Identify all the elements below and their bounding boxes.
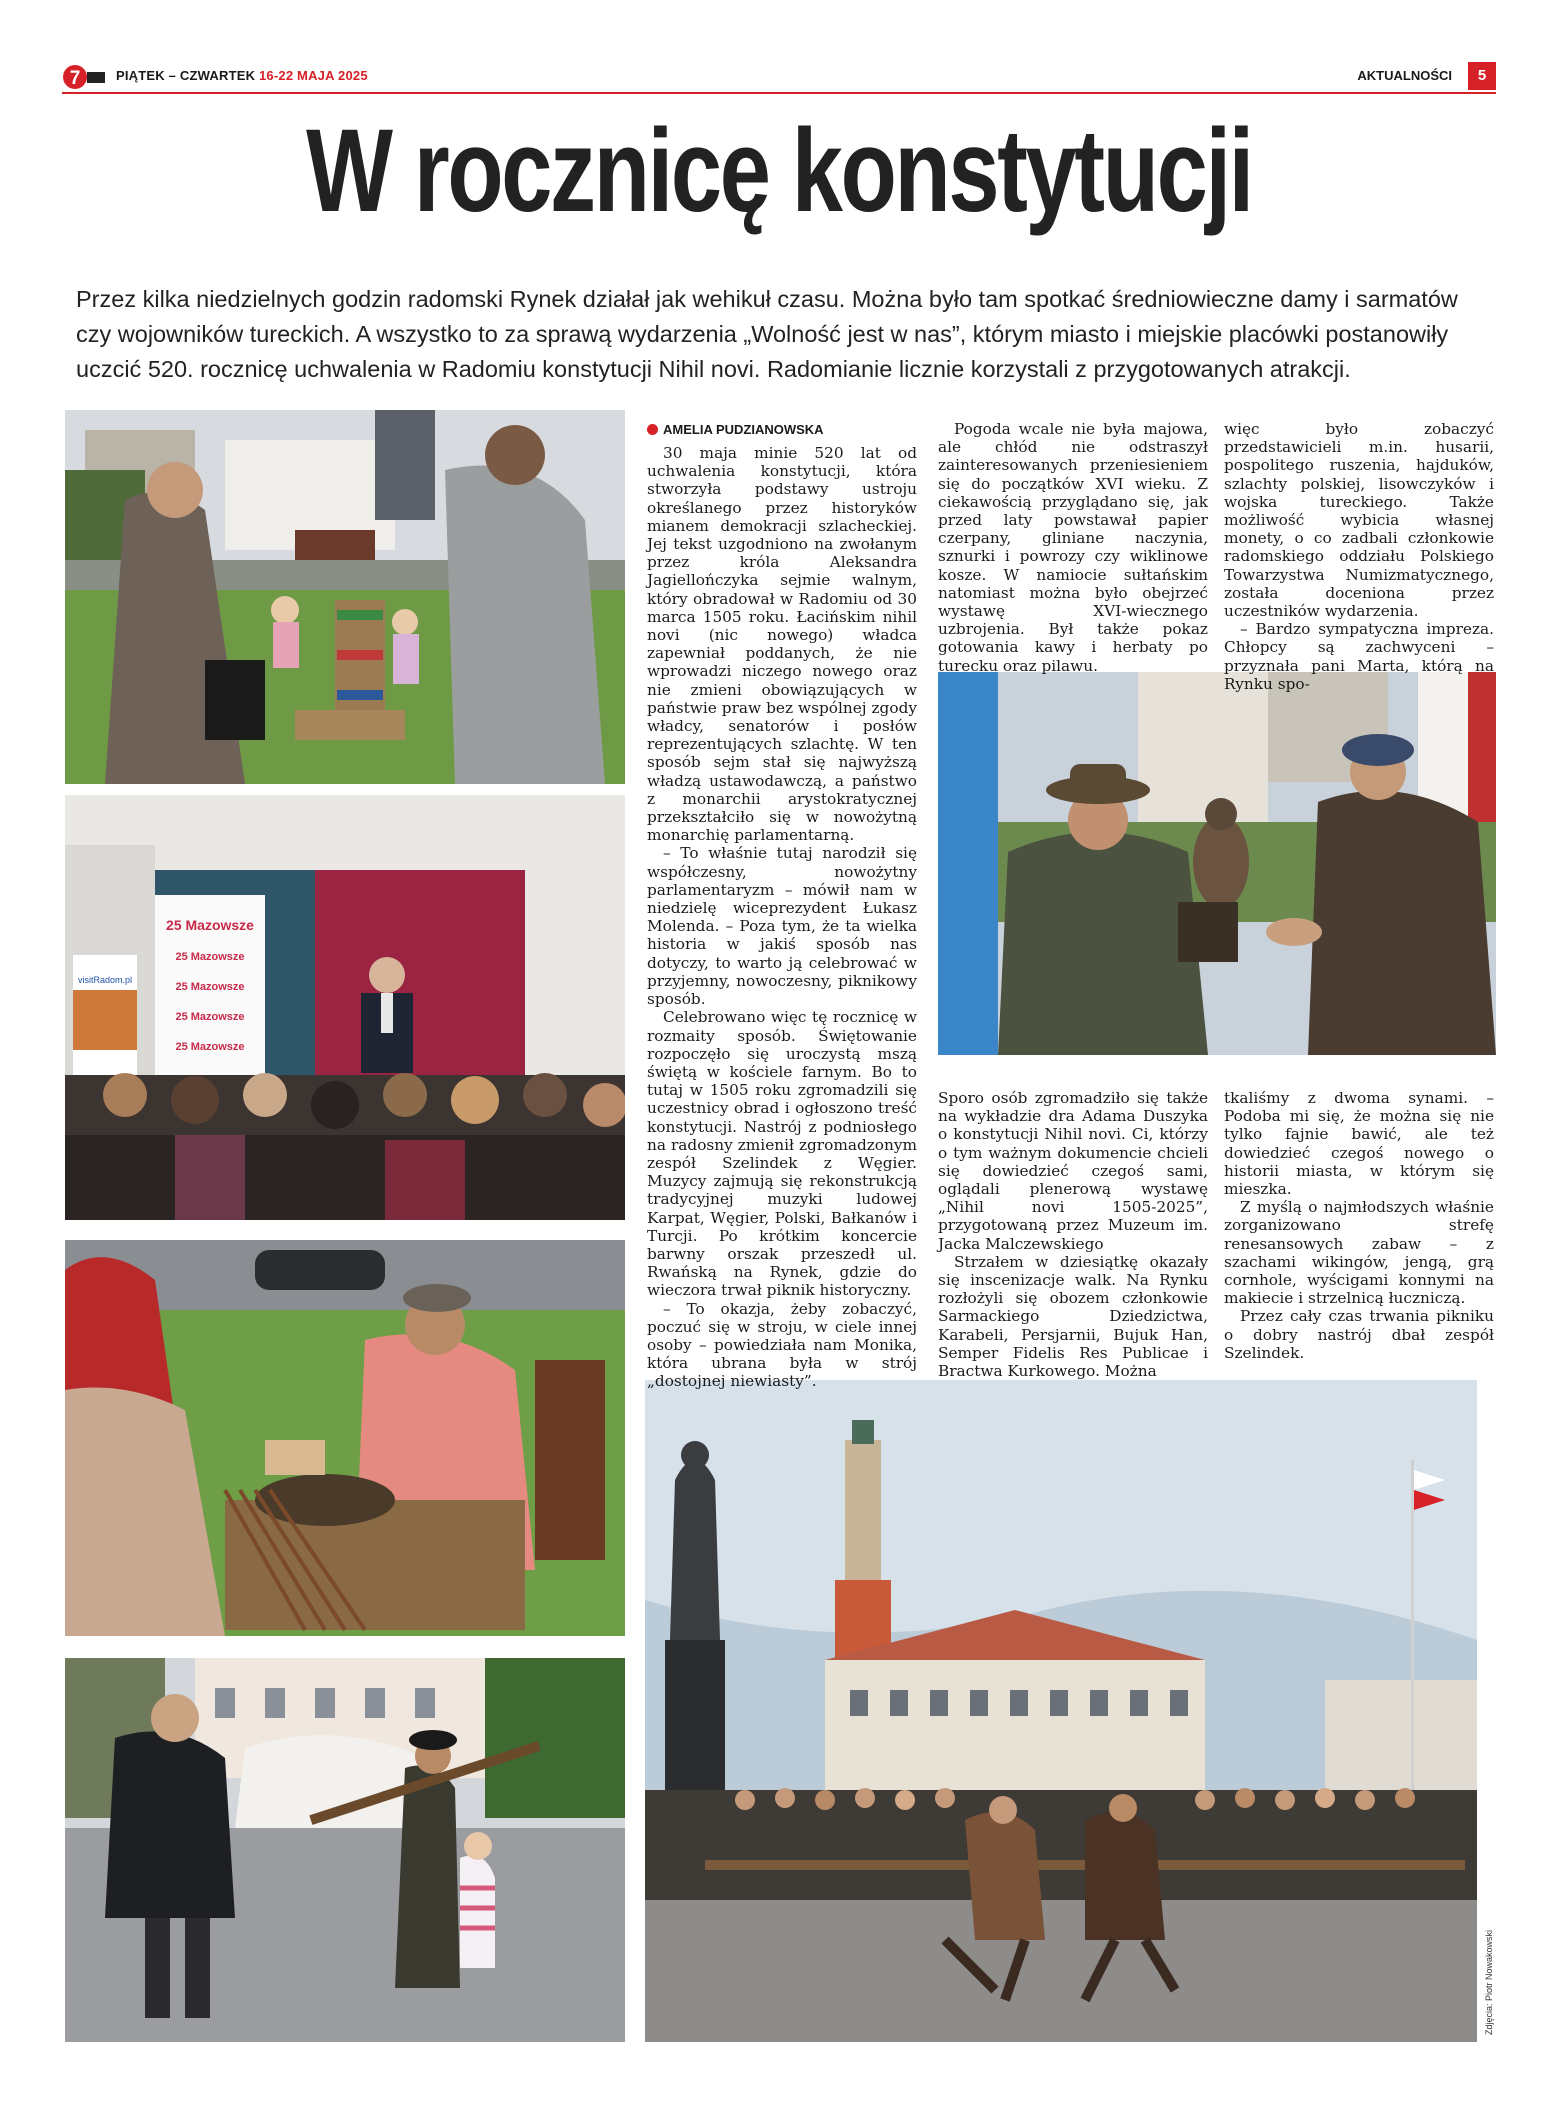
photo-credit-text: Zdjęcia: Piotr Nowakowski: [1484, 1929, 1494, 2035]
bullet-icon: [647, 424, 658, 435]
paragraph: – To właśnie tutaj narodził się współczesny, nowożytny parlamentaryzm – mówił nam w niedzielę wiceprezydent Łukasz Molenda. – Poza tym, że ta wielka historia w jakiś sposób nas dotyczy, to warto ją celebrować w przyjemny, nowoczesny, piknikowy sposób.: [647, 844, 917, 1009]
date-range: 16-22 MAJA 2025: [259, 68, 368, 83]
paragraph: Przez cały czas trwania pikniku o dobry nastrój dbał zespół Szelindek.: [1224, 1307, 1494, 1362]
newspaper-logo: [62, 64, 106, 90]
photo-wicker-craftsman: [65, 1240, 625, 1636]
page-header: [62, 62, 1496, 94]
article-column-2-top: [938, 420, 1208, 675]
photo-credit: [1484, 1929, 1498, 2035]
logo-text: 7: [69, 68, 81, 89]
photo-musketeer-child: [65, 1658, 625, 2042]
visit-radom-text: visitRadom.pl: [77, 975, 133, 985]
page-number: 5: [1468, 62, 1496, 90]
article-column-3-top: [1224, 420, 1494, 693]
photo-falconer: [938, 672, 1496, 1055]
author-name: AMELIA PUDZIANOWSKA: [663, 422, 824, 437]
article-column-1: [647, 444, 917, 1391]
paragraph: – To okazja, żeby zobaczyć, poczuć się w stroju, w ciele innej osoby – powiedziała nam Monika, która ubrana była w strój „dostojnej niewiasty”.: [647, 1299, 917, 1391]
article-lead: Przez kilka niedzielnych godzin radomski Rynek działał jak wehikuł czasu. Można było tam spotkać średniowieczne damy i sarmatów czy wojowników tureckich. A wszystko to za sprawą wydarzenia „Wolność jest w nas”, którym miasto i miejskie placówki postanowiły uczcić 520. rocznicę uchwalenia w Radomiu konstytucji Nihil novi. Radomianie licznie korzystali z przygotowanych atrakcji.: [76, 286, 1458, 382]
paragraph: Sporo osób zgromadziło się także na wykładzie dra Adama Duszyka o konstytucji Nihil novi. Ci, którzy o tym ważnym dokumencie chcieli się dowiedzieć czegoś sami, oglądali plenerową wystawę „Nihil novi 1505-2025”, przygotowaną przez Muzeum im. Jacka Malczewskiego: [938, 1089, 1208, 1253]
photo-rynek-duel: [645, 1380, 1477, 2042]
article-author: [647, 422, 824, 437]
article-headline: W rocznicę konstytucji: [306, 105, 1252, 237]
paragraph: Pogoda wcale nie była majowa, ale chłód nie odstraszył zainteresowanych przeniesieniem się do początków XVI wieku. Z ciekawością przyglądano się, jak przed laty powstawał papier czerpany, gliniane naczynia, sznurki i powrozy czy wiklinowe kosze. W namiocie sułtańskim natomiast można było obejrzeć wystawę XVI-wiecznego uzbrojenia. Był także pokaz gotowania kawy i herbaty po turecku oraz pilawu.: [938, 420, 1208, 675]
article-column-3-bottom: [1224, 1089, 1494, 1362]
paragraph: więc było zobaczyć przedstawicieli m.in. husarii, pospolitego ruszenia, hajduków, szlachty polskiej, lisowczyków i wojska tureckiego. Także możliwość wybicia własnej monety, o co zadbali członkowie radomskiego oddziału Polskiego Towarzystwa Numizmatycznego, została doceniona przez uczestników wydarzenia.: [1224, 420, 1494, 621]
banner-text-1: 25 Mazowsze: [166, 917, 254, 933]
paragraph: Z myślą o najmłodszych właśnie zorganizowano strefę renesansowych zabaw – z szachami wikingów, jengą, grą cornhole, wyścigami konnymi na makiecie i strzelnicą łuczniczą.: [1224, 1198, 1494, 1308]
article-column-2-bottom: [938, 1089, 1208, 1380]
photo-jenga-park: [65, 410, 625, 784]
photo-speaker-audience: [65, 795, 625, 1220]
paragraph: 30 maja minie 520 lat od uchwalenia konstytucji, która stworzyła podstawy ustroju określanego przez historyków mianem demokracji szlacheckiej. Jej tekst uzgodniono na zwołanym przez króla Aleksandra Jagiellończyka sejmie walnym, który obradował w Radomiu od 30 marca 1505 roku. Łacińskim nihil novi (nic nowego) władca zapewniał poddanych, że nie wprowadzi niczego nowego oraz nie zmieni obowiązujących w państwie praw bez wspólnej zgody władcy, senatorów i posłów reprezentujących szlachtę. W ten sposób sejm stał się najwyższą władzą ustawodawczą, a państwo z monarchii arystokratycznej przekształciło się w nowożytną monarchię parlamentarną.: [647, 444, 917, 845]
paragraph: – Bardzo sympatyczna impreza. Chłopcy są zachwyceni – przyznała pani Marta, którą na Rynku spo-: [1224, 620, 1494, 693]
banner-text-3: 25 Mazowsze: [175, 981, 245, 993]
day-range: PIĄTEK – CZWARTEK: [116, 68, 259, 83]
paragraph: Celebrowano więc tę rocznicę w rozmaity sposób. Świętowanie rozpoczęło się uroczystą mszą świętą w kościele farnym. Bo to tutaj w 1505 roku zgromadzili się uczestnicy obrad i ogłoszono treść konstytucji. Nastrój z podniosłego na radosny zmienił zgromadzonym zespół Szelindek z Węgier. Muzycy zajmują się rekonstrukcją tradycyjnej muzyki ludowej Karpat, Węgier, Polski, Bałkanów i Turcji. Po krótkim koncercie barwny orszak przeszedł ul. Rwańską na Rynek, gdzie do wieczora trwał piknik historyczny.: [647, 1008, 917, 1300]
banner-text-4: 25 Mazowsze: [175, 1011, 245, 1023]
issue-date: [116, 68, 368, 83]
banner-text-2: 25 Mazowsze: [175, 951, 245, 963]
paragraph: tkaliśmy z dwoma synami. – Podoba mi się, że można się nie tylko fajnie bawić, ale też dowiedzieć czegoś nowego o historii miasta, w którym się mieszka.: [1224, 1089, 1494, 1199]
paragraph: Strzałem w dziesiątkę okazały się inscenizacje walk. Na Rynku rozłożyli się obozem członkowie Sarmackiego Dziedzictwa, Karabeli, Persjarnii, Bujuk Han, Semper Fidelis Res Publicae i Bractwa Kurkowego. Można: [938, 1252, 1208, 1381]
banner-text-5: 25 Mazowsze: [175, 1041, 245, 1053]
section-name: AKTUALNOŚCI: [1357, 68, 1452, 83]
